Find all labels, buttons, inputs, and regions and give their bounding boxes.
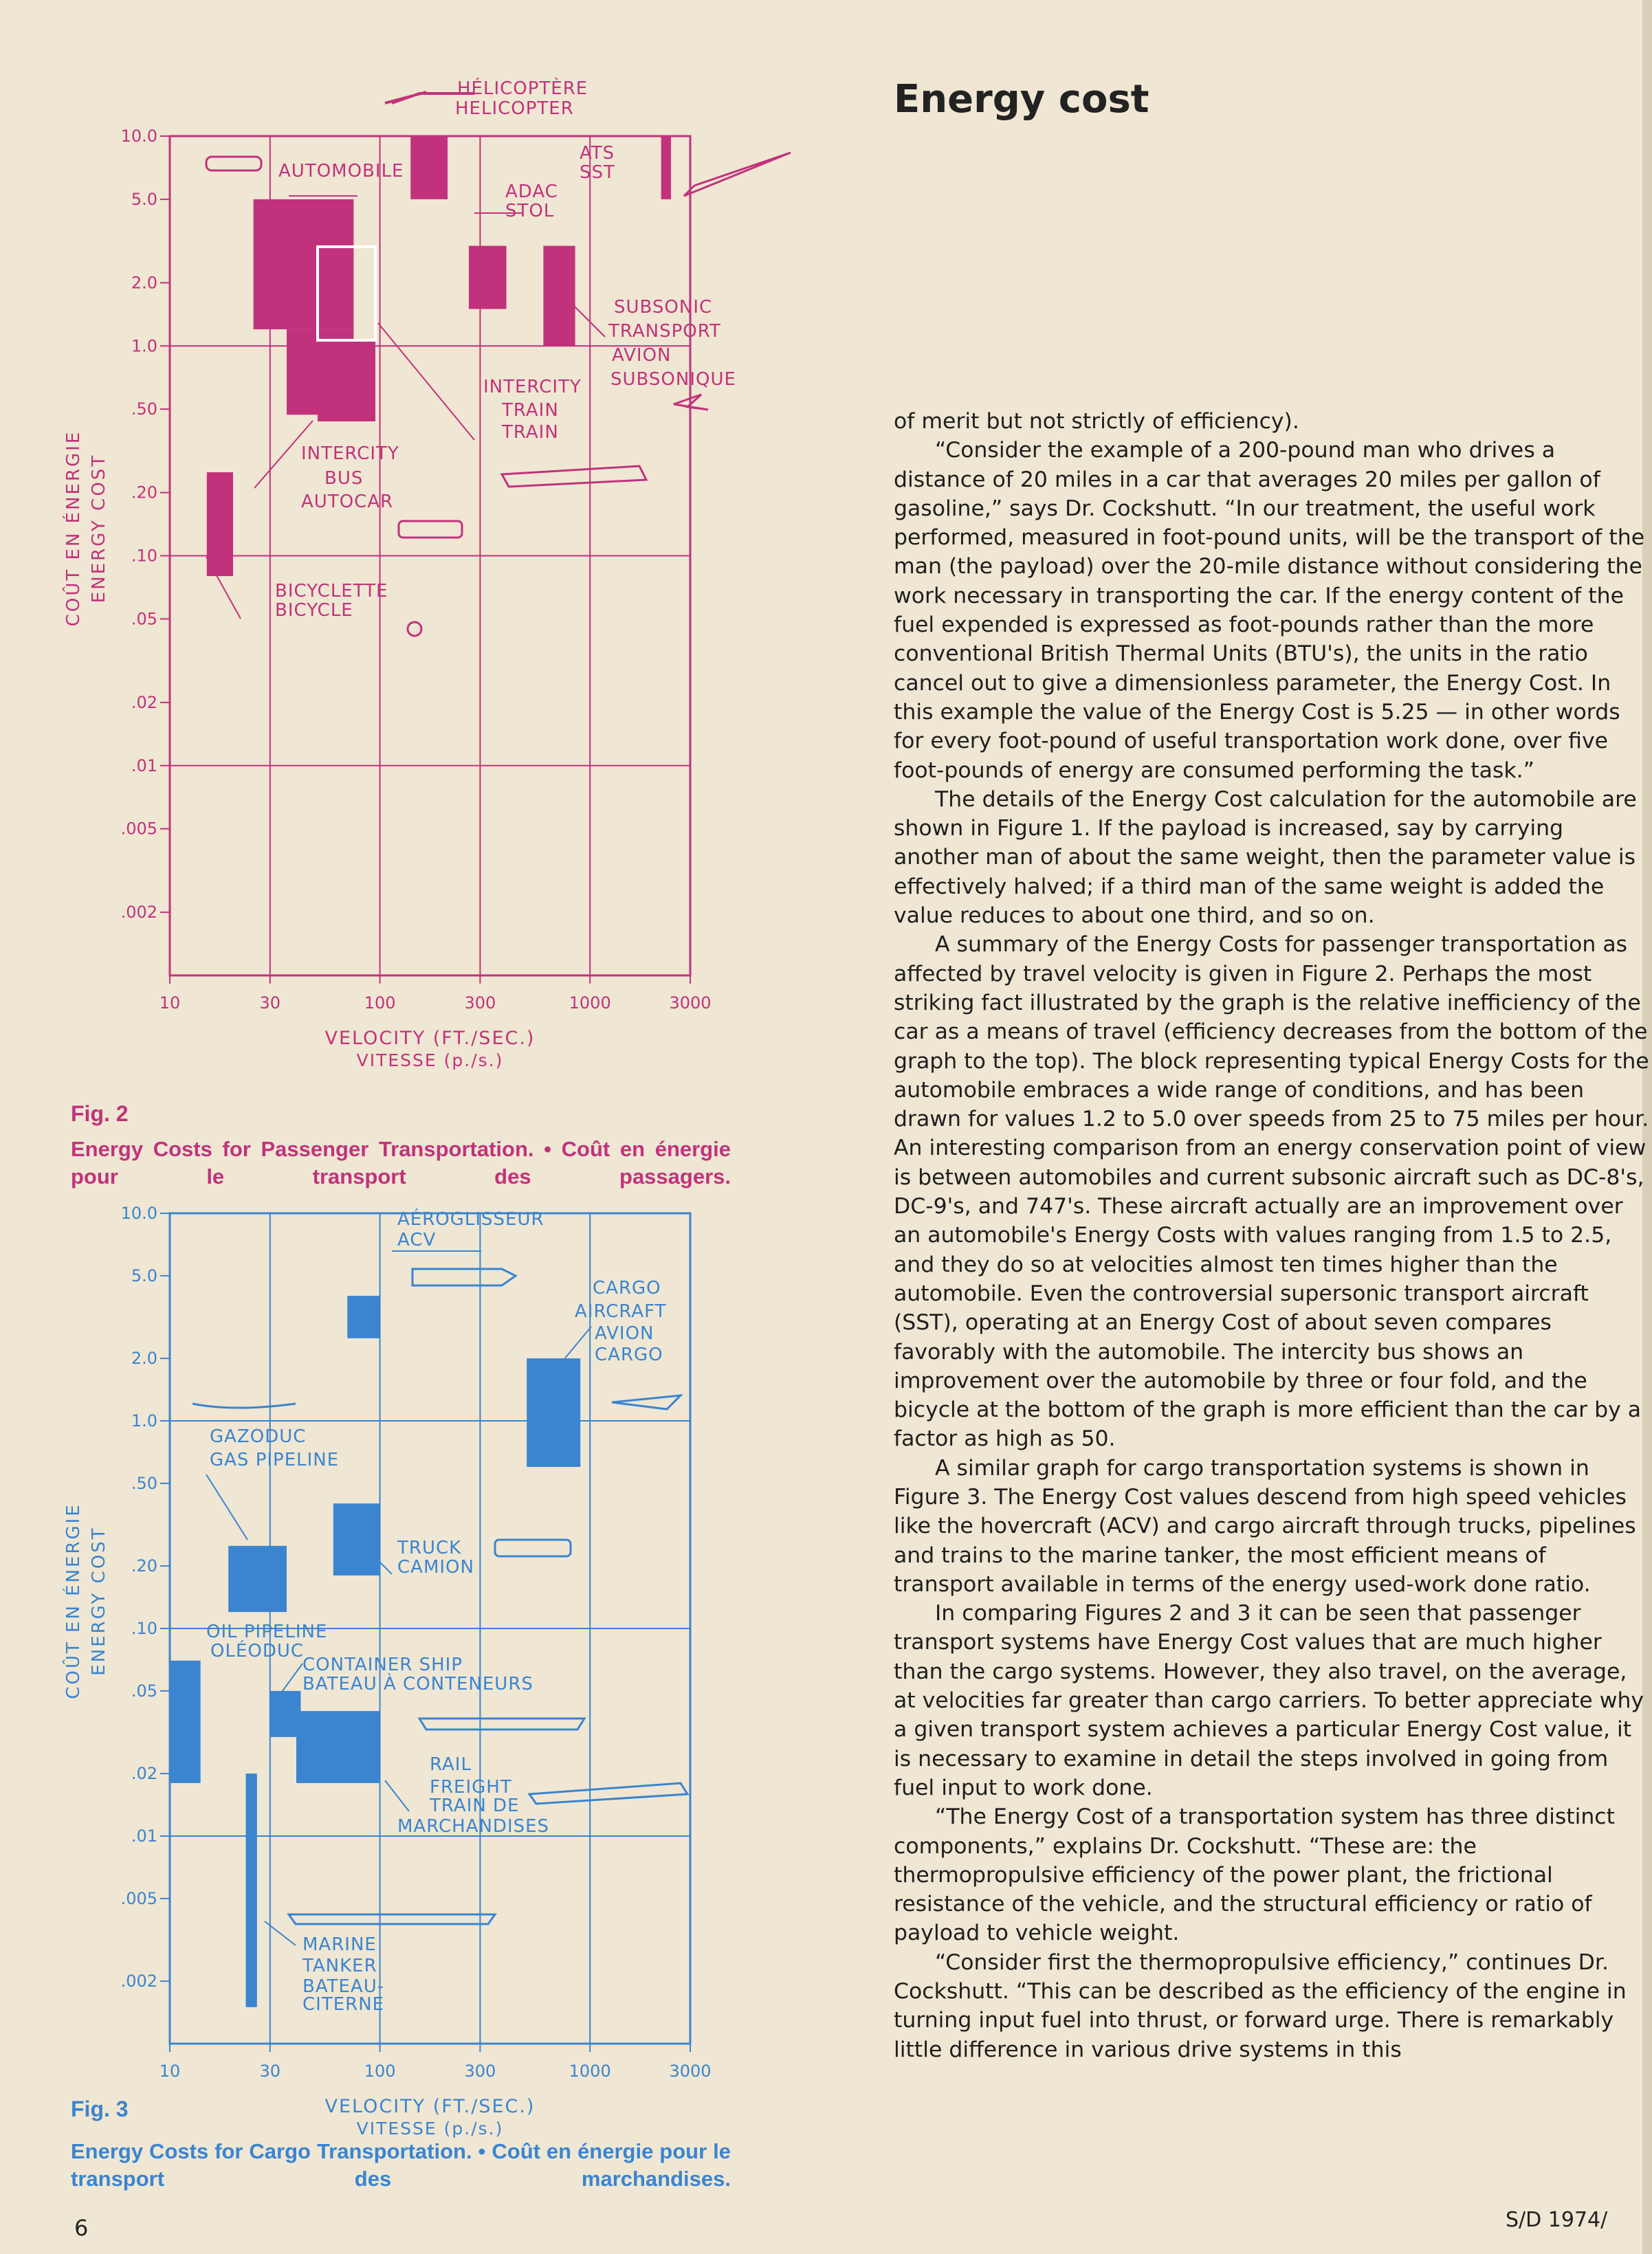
fig2-bar-automobile [254,199,354,329]
container-ship-icon [419,1719,584,1730]
fig2-y-tick-label: .50 [131,399,157,419]
fig3-annotation-label: BATEAU- [302,1976,385,1997]
hovercraft-icon [412,1269,516,1285]
article-paragraph: “The Energy Cost of a transportation system has three distinct components,” explains Dr. Cockshutt. “These are: the thermopropulsive efficiency of the power plant, the frictional resistance of the vehicle, and the structural efficiency or ratio of payload to vehicle weight. [894,1804,1615,1946]
fig3-x-axis-title: VELOCITY (FT./SEC.) [324,2096,536,2117]
fig3-annotation-label: CONTAINER SHIP [302,1655,463,1675]
fig3-annotation-label: ACV [397,1230,437,1250]
fig2-y-tick-label: 1.0 [131,336,157,356]
fig3-y-tick-label: .05 [131,1681,157,1701]
fig3-annotation-label: CARGO [595,1345,663,1365]
fig2-annotation-label: TRANSPORT [608,321,721,342]
fig2-annotation-label: AUTOMOBILE [278,161,404,181]
fig3-caption-sep: • [478,2139,486,2163]
fig3-annotation-label: OIL PIPELINE [206,1622,328,1642]
fig3-caption [71,2138,731,2193]
fig3-x-tick-label: 30 [259,2062,281,2081]
fig2-y-axis-title-fr: COÛT EN ÉNERGIE [63,430,84,627]
fig3-annotation-label: RAIL [430,1754,472,1775]
fig3-annotation-label: GAZODUC [210,1426,307,1447]
train-icon [502,466,646,487]
fig2-annotation-label: SST [580,162,615,183]
article-paragraph: In comparing Figures 2 and 3 it can be seen that passenger transport systems have Energy Cost values that are much higher than the cargo systems. However, they also travel, on the average, at velocities far greater than cargo carriers. To better appreciate why a given transport system achieves a particular Energy Cost value, it is necessary to examine in detail the steps involved in going from fuel input to work done. [894,1601,1644,1800]
fig3-svg [0,1182,797,2139]
fig3-y-tick-label: .02 [131,1764,157,1784]
sst-icon [684,153,791,196]
fig3-bar-rail-freight [296,1711,380,1783]
fig3-annotation-label: AVION [595,1323,654,1344]
fig3-x-axis-title-fr: VITESSE (p./s.) [356,2119,504,2139]
fig2-y-tick-label: 10.0 [120,126,157,146]
fig2-y-tick-label: .005 [120,819,157,839]
fig2-x-tick-label: 1000 [569,993,611,1013]
fig3-bar-truck [333,1503,380,1576]
article-paragraph: of merit but not strictly of efficiency). [894,409,1299,434]
fig3-y-axis-title-fr: COÛT EN ÉNERGIE [63,1503,84,1699]
fig2-bar-subsonic-transport [543,246,575,346]
fig3-number: Fig. 3 [71,2097,129,2121]
fig3-y-tick-label: .10 [131,1619,157,1638]
fig3-x-tick-label: 300 [464,2062,496,2081]
fig2-annotation-label: SUBSONIC [614,297,713,318]
fig3-leader-line [385,1780,409,1811]
fig3-bar-marine-tanker [246,1774,257,2007]
fig2-annotation-label: TRAIN [502,400,559,421]
fig2-y-tick-label: 5.0 [131,189,157,209]
fig2-annotation-label: BICYCLE [275,600,353,621]
freight-train-icon [529,1783,687,1804]
article-heading: Energy cost [894,77,1149,122]
fig2-bar-stol [469,246,507,309]
fig2-chart [0,0,797,1100]
fig3-annotation-label: BATEAU À CONTENEURS [302,1674,533,1694]
fig3-annotation-label: TRAIN DE [430,1796,520,1816]
article-paragraph: A similar graph for cargo transportation systems is shown in Figure 3. The Energy Cost values descend from high speed vehicles like the hovercraft (ACV) and cargo aircraft through trucks, pipelines and trains to the marine tanker, the most efficient means of transport available in terms of the energy used-work done ratio. [894,1455,1636,1597]
cargo-plane-icon [612,1395,681,1409]
bus-icon [399,521,462,538]
fig3-y-tick-label: 5.0 [131,1266,157,1285]
fig3-annotation-label: TRUCK [397,1538,462,1558]
fig2-annotation-label: AVION [612,345,672,366]
fig2-y-tick-label: .05 [131,609,157,629]
fig3-annotation-label: GAS PIPELINE [210,1450,340,1470]
fig2-y-tick-label: .10 [131,546,157,566]
page-number: 6 [74,2215,89,2241]
fig2-annotation-label: INTERCITY [301,443,399,464]
fig2-bar-intercity-bus [318,342,375,421]
fig2-y-tick-label: .20 [131,483,157,502]
fig3-y-tick-label: .01 [131,1826,157,1846]
fig2-y-tick-label: .002 [120,903,157,922]
fig3-bar-gas-pipeline [228,1546,287,1612]
fig3-y-axis-title: ENERGY COST [89,1526,109,1676]
fig2-annotation-label: BICYCLETTE [275,581,388,601]
fig3-annotation-label: AIRCRAFT [575,1301,667,1322]
fig2-annotation-label: TRAIN [502,422,559,443]
fig2-caption-fr: Coût en énergie pour le transport des passagers. [71,1137,731,1189]
fig3-annotation-label: CARGO [593,1278,661,1299]
fig3-bar-cargo-aircraft [527,1358,580,1467]
fig2-leader-line [571,302,605,337]
fig3-annotation-label: AÉROGLISSEUR [397,1209,544,1230]
fig3-x-tick-label: 1000 [569,2062,611,2081]
fig3-bar-container-ship [270,1691,301,1737]
issue-label: S/D 1974/ [1506,2208,1608,2232]
fig3-y-tick-label: 2.0 [131,1349,157,1369]
fig3-annotation-label: MARINE [302,1934,377,1955]
fig2-caption-en: Energy Costs for Passenger Transportation. [71,1137,534,1161]
article-paragraph: “Consider first the thermopropulsive efficiency,” continues Dr. Cockshutt. “This can be described as the efficiency of the engine in turning input fuel into thrust, or forward urge. There is remarkably little difference in various drive systems in this [894,1949,1627,2062]
article-paragraph: The details of the Energy Cost calculation for the automobile are shown in Figure 1. If the payload is increased, say by carrying another man of about the same weight, then the parameter value is effectively halved; if a third man of the same weight is added the value reduces to about one third, and so on. [894,786,1637,929]
fig3-annotation-label: CITERNE [302,1994,385,2015]
fig2-svg [0,0,797,1100]
fig3-x-tick-label: 3000 [669,2062,712,2081]
fig3-leader-line [265,1921,296,1945]
fig2-y-axis-title: ENERGY COST [89,453,109,604]
fig3-annotation-label: OLÉODUC [210,1641,305,1661]
fig2-bar-helicopter [410,136,448,199]
fig2-x-tick-label: 3000 [669,993,712,1013]
fig3-bar-oil-pipeline [170,1661,201,1783]
article-body [894,407,1650,2064]
fig2-leader-line [378,323,474,440]
fig2-y-tick-label: 2.0 [131,273,157,293]
car-icon [206,157,261,170]
fig3-annotation-label: TANKER [302,1956,377,1976]
fig3-y-tick-label: .50 [131,1473,157,1493]
fig2-annotation-label: HÉLICOPTÈRE [457,78,588,99]
fig2-annotation-label: HELICOPTER [455,98,574,119]
fig2-y-tick-label: .01 [131,755,157,775]
fig3-y-tick-label: .002 [120,1971,157,1991]
fig2-x-axis-title: VELOCITY (FT./SEC.) [324,1028,536,1049]
truck-icon [495,1540,571,1556]
fig2-annotation-label: BUS [324,468,364,489]
fig2-x-tick-label: 300 [464,993,496,1013]
fig3-annotation-label: CAMION [397,1557,474,1578]
fig3-bar-acv [347,1296,379,1338]
fig2-caption-sep: • [544,1137,552,1161]
fig3-x-tick-label: 100 [364,2062,396,2081]
fig3-annotation-label: MARCHANDISES [397,1816,550,1837]
fig2-bar-bicycle [207,472,233,576]
fig3-y-tick-label: .005 [120,1888,157,1908]
tanker-icon [289,1914,495,1924]
fig2-annotation-label: ATS [580,143,615,164]
fig2-annotation-label: INTERCITY [483,377,582,397]
fig3-chart [0,1182,797,2139]
fig2-annotation-label: SUBSONIQUE [610,369,736,390]
fig2-y-tick-label: .02 [131,692,157,712]
fig3-y-tick-label: .20 [131,1556,157,1576]
article-paragraph: “Consider the example of a 200-pound man who drives a distance of 20 miles in a car that averages 20 miles per gallon of gasoline,” says Dr. Cockshutt. “In our treatment, the useful work performed, measured in foot-pound units, will be the transport of the man (the payload) over the 20-mile distance without considering the work necessary in transporting the car. If the energy content of the fuel expended is expressed as foot-pounds rather than the more conventional British Thermal Units (BTU's), the units in the ratio cancel out to give a dimensionless parameter, the Energy Cost. In this example the value of the Energy Cost is 5.25 — in other words for every foot-pound of useful transportation work done, over five foot-pounds of energy are consumed performing the task.” [894,438,1645,783]
fig2-annotation-label: AUTOCAR [301,491,394,512]
fig2-x-tick-label: 30 [259,993,281,1013]
fig2-bar-sst [661,136,671,199]
fig3-y-tick-label: 1.0 [131,1411,157,1430]
pipeline-icon [192,1404,296,1408]
fig2-annotation-label: STOL [505,201,555,221]
fig2-number: Fig. 2 [71,1101,129,1126]
fig3-caption-en: Energy Costs for Cargo Transportation. [71,2139,472,2163]
fig2-annotation-label: ADAC [505,181,558,202]
fig2-x-axis-title-fr: VITESSE (p./s.) [356,1050,504,1070]
fig3-annotation-label: FREIGHT [430,1777,512,1798]
fig2-x-tick-label: 100 [364,993,396,1013]
bicycle-icon [408,622,421,636]
fig3-y-tick-label: 10.0 [120,1204,157,1223]
fig3-x-tick-label: 10 [159,2062,181,2081]
article-paragraph: A summary of the Energy Costs for passenger transportation as affected by travel velocity is given in Figure 2. Perhaps the most striking fact illustrated by the graph is the relative inefficiency of the car as a means of travel (efficiency decreases from the bottom of the graph to the top). The block representing typical Energy Costs for the automobile embraces a wide range of conditions, and has been drawn for values 1.2 to 5.0 over speeds from 25 to 75 miles per hour. An interesting comparison from an energy conservation point of view is between automobiles and current subsonic aircraft such as DC-8's, DC-9's, and 747's. These aircraft actually are an improvement over an automobile's Energy Costs with values ranging from 1.5 to 2.5, and they do so at velocities almost ten times higher than the automobile. Even the controversial supersonic transport aircraft (SST), operating at an Energy Cost of about seven compares favorably with the automobile. The intercity bus shows an improvement over the automobile by three or four fold, and the bicycle at the bottom of the graph is more efficient than the car by a factor as high as 50. [894,932,1649,1452]
fig3-caption-fr: Coût en énergie pour le transport des marchandises. [71,2139,731,2191]
fig3-leader-line [206,1474,247,1540]
fig2-x-tick-label: 10 [159,993,181,1013]
